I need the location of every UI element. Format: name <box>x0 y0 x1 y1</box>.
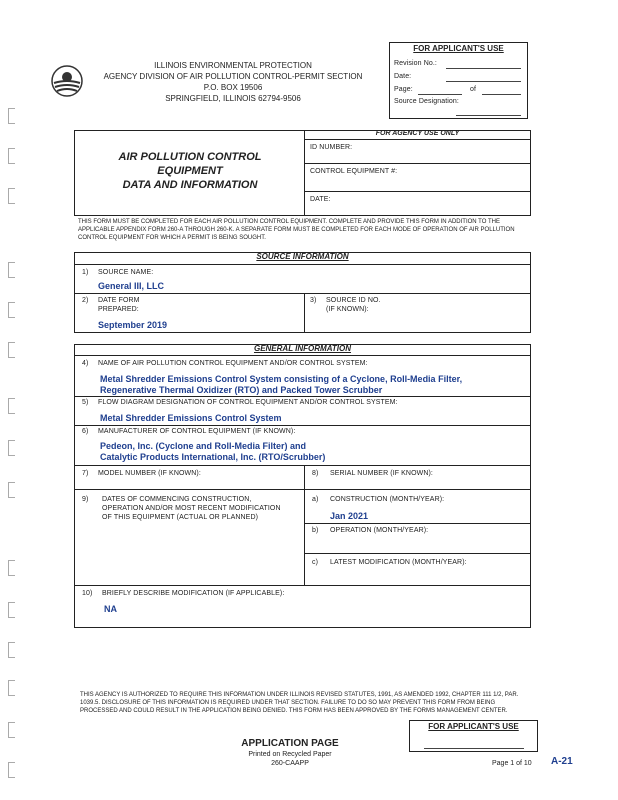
agency-line: AGENCY DIVISION OF AIR POLLUTION CONTROL-PERMIT SECTION <box>103 72 363 81</box>
divider <box>74 425 531 426</box>
page-total-field[interactable] <box>482 94 521 95</box>
form-title <box>84 150 296 192</box>
binder-hole <box>8 722 15 738</box>
general-info-header: GENERAL INFORMATION <box>253 344 352 353</box>
binder-hole <box>8 602 15 618</box>
divider <box>74 489 531 490</box>
modification-label: LATEST MODIFICATION (MONTH/YEAR): <box>330 559 467 566</box>
equipment-name-value[interactable] <box>100 374 462 396</box>
operation-letter: b) <box>312 527 319 534</box>
dates-label <box>102 495 281 522</box>
revision-label: Revision No.: <box>394 60 437 67</box>
q9-number: 9) <box>82 496 89 503</box>
describe-modification-label: BRIEFLY DESCRIBE MODIFICATION (IF APPLICABLE): <box>102 590 285 597</box>
agency-header <box>88 60 378 104</box>
q1-number: 1) <box>82 269 89 276</box>
source-designation-field[interactable] <box>456 115 521 116</box>
printed-note: Printed on Recycled Paper <box>248 751 332 758</box>
binder-hole <box>8 680 15 696</box>
source-id-label-line: SOURCE ID NO. <box>326 297 381 304</box>
id-number-label: ID NUMBER: <box>310 144 353 151</box>
date-prepared-label-line: PREPARED: <box>98 306 139 313</box>
equipment-name-label: NAME OF AIR POLLUTION CONTROL EQUIPMENT AND/OR CONTROL SYSTEM: <box>98 360 368 367</box>
form-code: 260-CAAPP <box>271 760 309 767</box>
q7-number: 7) <box>82 470 89 477</box>
binder-hole <box>8 642 15 658</box>
instructions-text: THIS FORM MUST BE COMPLETED FOR EACH AIR POLLUTION CONTROL EQUIPMENT. COMPLETE AND PROVIDE THIS FORM IN ADDITION TO THE APPLICABLE APPENDIX FORM 260-A THROUGH 260-K. A SEPARATE FORM MUST BE COMPLETED FOR EACH MODE OF OPERATION OF AIR POLLUTION CONTROL EQUIPMENT FOR WHICH A PERMIT IS BEING SOUGHT. <box>78 219 515 241</box>
divider <box>304 139 531 140</box>
page-number: Page 1 of 10 <box>492 760 532 767</box>
dates-label-line: OF THIS EQUIPMENT (ACTUAL OR PLANNED) <box>102 514 259 521</box>
divider <box>74 396 531 397</box>
date-prepared-value[interactable]: September 2019 <box>98 320 168 330</box>
modification-letter: c) <box>312 559 319 566</box>
q2-number: 2) <box>82 297 89 304</box>
binder-hole <box>8 440 15 456</box>
divider <box>74 293 531 294</box>
agency-date-label: DATE: <box>310 196 331 203</box>
construction-label: CONSTRUCTION (MONTH/YEAR): <box>330 496 445 503</box>
footer-applicant-field[interactable] <box>424 748 524 749</box>
binder-hole <box>8 560 15 576</box>
form-title-line: AIR POLLUTION CONTROL <box>118 151 262 163</box>
model-number-label: MODEL NUMBER (IF KNOWN): <box>98 470 201 477</box>
q6-number: 6) <box>82 428 89 435</box>
form-title-line: DATA AND INFORMATION <box>122 179 258 191</box>
describe-modification-value[interactable]: NA <box>104 604 117 614</box>
operation-label: OPERATION (MONTH/YEAR): <box>330 527 429 534</box>
manufacturer-line: Catalytic Products International, Inc. (RTO/Scrubber) <box>100 452 326 462</box>
agency-use-title: FOR AGENCY USE ONLY <box>375 130 460 137</box>
q8-number: 8) <box>312 470 319 477</box>
binder-hole <box>8 108 15 124</box>
footer-applicant-box <box>409 720 538 752</box>
flow-diagram-value[interactable]: Metal Shredder Emissions Control System <box>100 413 282 423</box>
agency-line: P.O. BOX 19506 <box>203 83 263 92</box>
divider <box>74 585 531 586</box>
form-title-line: EQUIPMENT <box>157 165 223 177</box>
source-info-header: SOURCE INFORMATION <box>256 252 349 261</box>
q10-number: 10) <box>82 590 93 597</box>
q4-number: 4) <box>82 360 89 367</box>
revision-field[interactable] <box>446 68 521 69</box>
page-field[interactable] <box>418 94 462 95</box>
divider <box>304 163 531 164</box>
divider <box>74 355 531 356</box>
footer-applicant-title: FOR APPLICANT'S USE <box>428 722 519 731</box>
divider <box>304 523 531 524</box>
serial-number-label: SERIAL NUMBER (IF KNOWN): <box>330 470 433 477</box>
q3-number: 3) <box>310 297 317 304</box>
source-id-label <box>326 296 381 314</box>
binder-hole <box>8 188 15 204</box>
equipment-name-line: Metal Shredder Emissions Control System consisting of a Cyclone, Roll-Media Filter, <box>100 374 463 384</box>
manufacturer-line: Pedeon, Inc. (Cyclone and Roll-Media Filter) and <box>100 441 307 451</box>
appendix-label: A-21 <box>551 756 573 767</box>
of-label: of <box>470 86 477 93</box>
dates-label-line: DATES OF COMMENCING CONSTRUCTION, <box>102 496 252 503</box>
agency-logo-icon <box>50 64 84 98</box>
manufacturer-label: MANUFACTURER OF CONTROL EQUIPMENT (IF KNOWN): <box>98 428 296 435</box>
source-designation-label: Source Designation: <box>394 98 459 105</box>
source-name-label: SOURCE NAME: <box>98 269 154 276</box>
applicant-use-box <box>389 42 528 119</box>
divider <box>304 553 531 554</box>
application-page-title: APPLICATION PAGE <box>241 738 339 749</box>
binder-hole <box>8 342 15 358</box>
control-equipment-label: CONTROL EQUIPMENT #: <box>310 168 398 175</box>
divider <box>304 191 531 192</box>
dates-label-line: OPERATION AND/OR MOST RECENT MODIFICATION <box>102 505 281 512</box>
equipment-name-line: Regenerative Thermal Oxidizer (RTO) and Packed Tower Scrubber <box>100 385 383 395</box>
disclosure-text: THIS AGENCY IS AUTHORIZED TO REQUIRE THIS INFORMATION UNDER ILLINOIS REVISED STATUTES, 1991, AS AMENDED 1992, CHAPTER 111 1/2, PAR. 1039.5. DISCLOSURE OF THIS INFORMATION IS REQUIRED UNDER THAT SECTION. FAILURE TO DO SO MAY PREVENT THIS FORM FROM BEING PROCESSED AND COULD RESULT IN THE APPLICATION BEING DENIED. THIS FORM HAS BEEN APPROVED BY THE FORMS MANAGEMENT CENTER. <box>80 692 519 714</box>
divider <box>304 293 305 333</box>
manufacturer-value[interactable] <box>100 441 325 463</box>
construction-letter: a) <box>312 496 319 503</box>
binder-hole <box>8 302 15 318</box>
binder-hole <box>8 482 15 498</box>
agency-line: ILLINOIS ENVIRONMENTAL PROTECTION <box>154 61 312 70</box>
agency-line: SPRINGFIELD, ILLINOIS 62794-9506 <box>165 94 301 103</box>
date-prepared-label-line: DATE FORM <box>98 297 140 304</box>
binder-hole <box>8 398 15 414</box>
binder-hole <box>8 762 15 778</box>
divider <box>304 465 305 585</box>
construction-value[interactable]: Jan 2021 <box>330 511 369 521</box>
binder-hole <box>8 262 15 278</box>
divider <box>74 264 531 265</box>
divider <box>304 130 305 216</box>
q5-number: 5) <box>82 399 89 406</box>
divider <box>74 465 531 466</box>
date-prepared-label <box>98 296 140 314</box>
date-label: Date: <box>394 73 412 80</box>
date-field[interactable] <box>446 81 521 82</box>
page-label: Page: <box>394 86 413 93</box>
source-name-value[interactable]: General III, LLC <box>98 281 165 291</box>
binder-hole <box>8 148 15 164</box>
source-id-label-line: (IF KNOWN): <box>326 306 369 313</box>
flow-diagram-label: FLOW DIAGRAM DESIGNATION OF CONTROL EQUIPMENT AND/OR CONTROL SYSTEM: <box>98 399 398 406</box>
applicant-use-title: FOR APPLICANT'S USE <box>413 44 504 53</box>
